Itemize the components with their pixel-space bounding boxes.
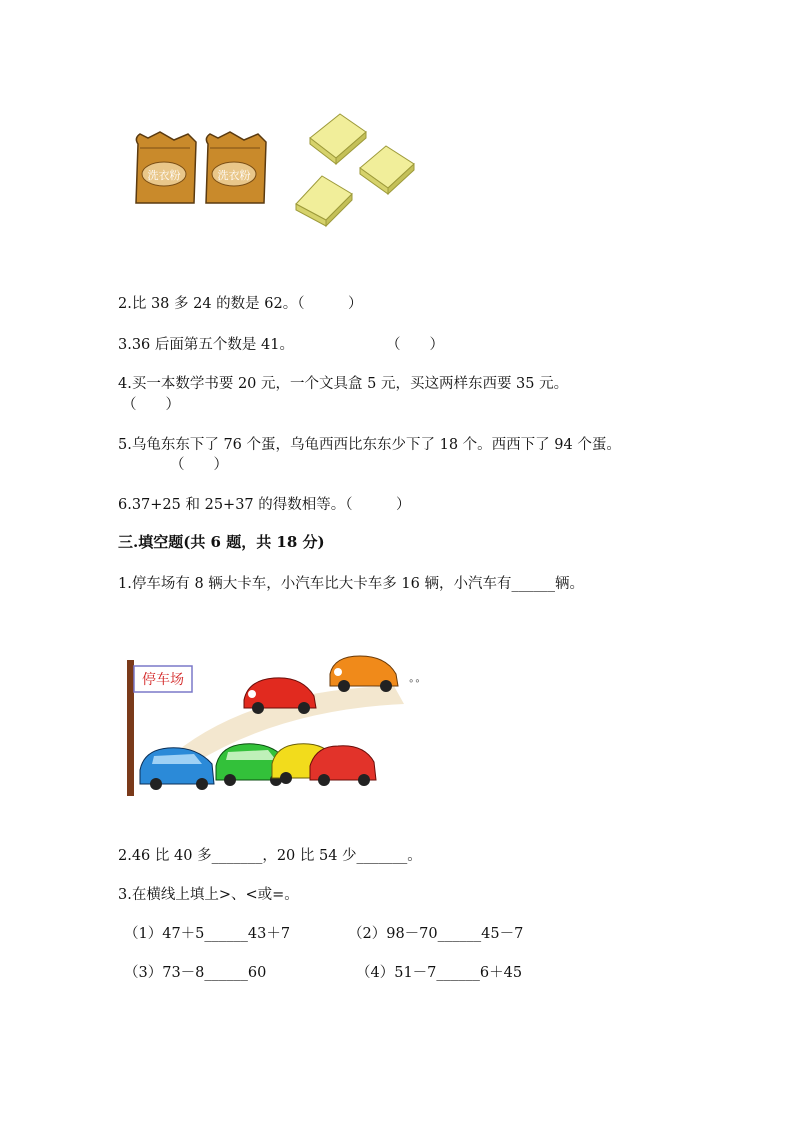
- parking-lot-illustration: [124, 650, 424, 800]
- detergent-sponge-illustration: [130, 108, 430, 238]
- question-3: 3.36 后面第五个数是 41。: [118, 337, 294, 353]
- red-car-parked-icon: [310, 746, 376, 786]
- fill-question-1: 1.停车场有 8 辆大卡车，小汽车比大卡车多 16 辆，小汽车有______辆。: [118, 576, 584, 592]
- orange-car-icon: [330, 656, 421, 692]
- sponge-icon: [310, 114, 366, 164]
- fill-question-2: 2.46 比 40 多_______，20 比 54 少_______。: [118, 848, 422, 864]
- parking-sign-label: 停车场: [142, 672, 184, 688]
- detergent-bag-label: 洗衣粉: [147, 170, 181, 182]
- detergent-bag-icon: [136, 132, 196, 203]
- compare-item-3: （3）73－8______60: [124, 965, 267, 981]
- sponge-icon: [296, 176, 352, 226]
- compare-item-4: （4）51－7______6＋45: [356, 965, 523, 981]
- detergent-bag-label: 洗衣粉: [217, 170, 251, 182]
- svg-text:∘∘: ∘∘: [408, 676, 421, 687]
- question-2: 2.比 38 多 24 的数是 62。（ ）: [118, 296, 363, 312]
- question-3-answer-blank[interactable]: （ ）: [386, 337, 444, 353]
- question-6: 6.37+25 和 25+37 的得数相等。（ ）: [118, 497, 411, 513]
- compare-item-2: （2）98－70______45－7: [348, 926, 524, 942]
- fill-question-3: 3.在横线上填上>、<或=。: [118, 887, 299, 903]
- question-4-answer-blank[interactable]: （ ）: [122, 397, 180, 413]
- compare-item-1: （1）47＋5______43＋7: [124, 926, 291, 942]
- sponge-icon: [360, 146, 414, 194]
- question-5: 5.乌龟东东下了 76 个蛋，乌龟西西比东东少下了 18 个。西西下了 94 个蛋。: [118, 437, 621, 453]
- question-4: 4.买一本数学书要 20 元，一个文具盒 5 元，买这两样东西要 35 元。: [118, 376, 569, 392]
- detergent-bag-icon: [206, 132, 266, 203]
- question-5-answer-blank[interactable]: （ ）: [170, 457, 228, 473]
- section-heading-fill-in: 三.填空题(共 6 题，共 18 分): [118, 533, 325, 551]
- sign-pole: [127, 660, 134, 796]
